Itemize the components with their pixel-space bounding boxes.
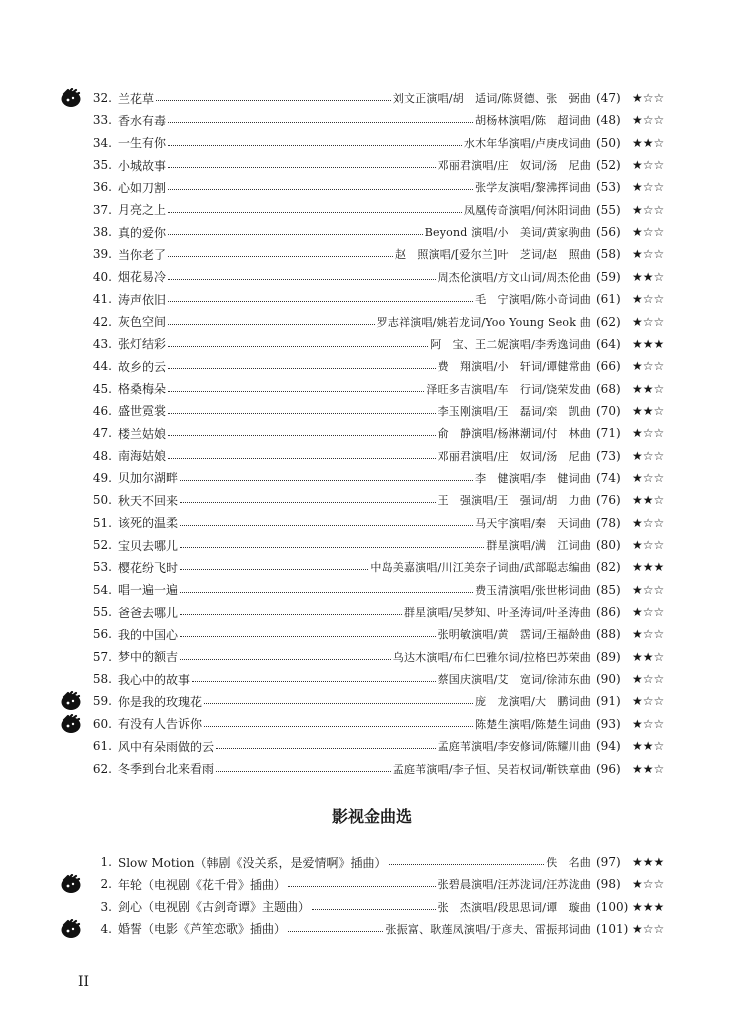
entry-page: (93) — [596, 716, 621, 731]
dot-leader — [168, 412, 436, 414]
toc-entry — [86, 154, 674, 176]
dot-leader — [168, 367, 436, 369]
entry-title: 香水有毒 — [118, 113, 167, 128]
toc-entry — [86, 713, 674, 735]
entry-number: 53. — [92, 560, 112, 575]
toc-entry — [86, 288, 674, 310]
toc-entry — [86, 243, 674, 265]
difficulty-stars: ★☆☆ — [632, 91, 665, 105]
entry-number: 33. — [92, 113, 112, 128]
difficulty-stars: ★★☆ — [632, 739, 665, 754]
entry-number: 54. — [92, 582, 112, 597]
entry-page: (97) — [596, 855, 621, 869]
entry-page: (91) — [596, 694, 621, 709]
entry-title: 冬季到台北来看雨 — [118, 762, 215, 776]
dot-leader — [168, 121, 473, 123]
entry-title: 烟花易冷 — [118, 270, 167, 285]
entry-page: (50) — [596, 135, 621, 150]
entry-page: (47) — [596, 91, 621, 105]
toc-entry — [86, 556, 674, 578]
entry-number: 61. — [92, 739, 112, 754]
recommended-hand-icon — [60, 874, 82, 894]
difficulty-stars: ★☆☆ — [632, 314, 665, 329]
entry-page: (94) — [596, 739, 621, 754]
entry-page: (74) — [596, 470, 621, 485]
difficulty-stars: ★★★ — [632, 899, 665, 914]
entry-page: (98) — [596, 877, 621, 892]
entry-credits: 俞 静演唱/杨淋潮词/付 林曲 — [437, 427, 591, 441]
entry-page: (90) — [596, 672, 621, 687]
entry-credits: 庞 龙演唱/大 鹏词曲 — [475, 695, 591, 709]
entry-title: 爸爸去哪儿 — [118, 605, 179, 620]
difficulty-stars: ★☆☆ — [632, 672, 665, 687]
difficulty-stars: ★☆☆ — [632, 113, 665, 128]
entry-page: (82) — [596, 560, 621, 575]
entry-number: 56. — [92, 627, 112, 642]
entry-page: (48) — [596, 113, 621, 128]
entry-number: 59. — [92, 694, 112, 709]
entry-number: 47. — [92, 426, 112, 441]
dot-leader — [389, 863, 545, 865]
toc-entry — [86, 355, 674, 377]
entry-page: (56) — [596, 225, 621, 240]
entry-page: (64) — [596, 336, 621, 351]
entry-credits: 群星演唱/吴梦知、叶圣涛词/叶圣涛曲 — [403, 606, 591, 620]
entry-credits: 孟庭苇演唱/李子恒、吴若权词/靳铁章曲 — [392, 762, 591, 776]
entry-credits: 毛 宁演唱/陈小奇词曲 — [475, 293, 591, 307]
dot-leader — [168, 188, 473, 190]
toc-entry — [86, 422, 674, 444]
toc-entry — [86, 873, 674, 895]
entry-number: 45. — [92, 381, 112, 396]
entry-page: (70) — [596, 403, 621, 418]
entry-title: 灰色空间 — [118, 315, 167, 329]
entry-credits: 水木年华演唱/卢庚戌词曲 — [463, 136, 591, 150]
entry-credits: 费玉清演唱/张世彬词曲 — [475, 583, 591, 597]
entry-title: 梦中的额吉 — [118, 650, 179, 665]
entry-title: 樱花纷飞时 — [118, 560, 179, 575]
difficulty-stars: ★☆☆ — [632, 582, 665, 597]
dot-leader — [204, 725, 473, 727]
toc-entry — [86, 400, 674, 422]
entry-credits: 群星演唱/满 江词曲 — [486, 539, 591, 552]
entry-credits: 乌达木演唱/布仁巴雅尔词/拉格巴苏荣曲 — [392, 650, 591, 664]
dot-leader — [168, 255, 393, 257]
toc-entry — [86, 512, 674, 534]
entry-credits: 张振富、耿莲凤演唱/于彦夫、雷振邦词曲 — [385, 922, 591, 936]
entry-credits: 马天宇演唱/秦 天词曲 — [475, 516, 591, 530]
entry-number: 2. — [100, 877, 112, 892]
difficulty-stars: ★★★ — [632, 855, 665, 869]
dot-leader — [168, 434, 436, 436]
toc-entry — [86, 896, 674, 918]
toc-entry — [86, 445, 674, 467]
entry-credits: 佚 名曲 — [546, 856, 591, 869]
entry-page: (62) — [596, 314, 621, 329]
entry-credits: 邓丽君演唱/庄 奴词/汤 尼曲 — [437, 159, 591, 173]
entry-page: (89) — [596, 649, 621, 664]
dot-leader — [312, 908, 436, 910]
entry-title: 楼兰姑娘 — [118, 426, 167, 441]
entry-page: (68) — [596, 381, 621, 396]
difficulty-stars: ★☆☆ — [632, 247, 665, 262]
entry-page: (96) — [596, 761, 621, 776]
dot-leader — [168, 345, 428, 347]
difficulty-stars: ★☆☆ — [632, 225, 665, 240]
difficulty-stars: ★☆☆ — [632, 426, 665, 441]
entry-credits: 赵 照演唱/[爱尔兰]叶 芝词/赵 照曲 — [395, 248, 591, 262]
toc-entry — [86, 918, 674, 940]
entry-page: (73) — [596, 448, 621, 463]
dot-leader — [156, 99, 391, 101]
dot-leader — [180, 479, 473, 481]
dot-leader — [288, 930, 383, 932]
dot-leader — [288, 885, 436, 887]
entry-credits: 李 健演唱/李 健词曲 — [475, 471, 591, 485]
entry-page: (85) — [596, 582, 621, 597]
toc-entry — [86, 579, 674, 601]
entry-page: (58) — [596, 247, 621, 262]
entry-title: 秋天不回来 — [118, 493, 179, 508]
entry-number: 38. — [92, 225, 112, 240]
difficulty-stars: ★☆☆ — [632, 627, 665, 642]
difficulty-stars: ★☆☆ — [632, 538, 665, 552]
entry-title: 贝加尔湖畔 — [118, 471, 179, 486]
dot-leader — [168, 233, 423, 235]
entry-number: 35. — [92, 158, 112, 173]
entry-credits: 罗志祥演唱/姚若龙词/Yoo Young Seok 曲 — [376, 315, 591, 329]
difficulty-stars: ★☆☆ — [632, 180, 665, 195]
toc-entry — [86, 668, 674, 690]
entry-credits: 陈楚生演唱/陈楚生词曲 — [475, 717, 591, 731]
entry-page: (80) — [596, 538, 621, 552]
difficulty-stars: ★★★ — [632, 336, 665, 351]
entry-number: 34. — [92, 135, 112, 150]
toc-entry — [86, 311, 674, 333]
entry-title: 小城故事 — [118, 158, 167, 173]
entry-title: Slow Motion（韩剧《没关系，是爱情啊》插曲） — [118, 855, 387, 870]
entry-number: 1. — [100, 855, 112, 869]
entry-number: 51. — [92, 515, 112, 530]
dot-leader — [192, 680, 436, 682]
entry-page: (88) — [596, 627, 621, 642]
entry-credits: Beyond 演唱/小 美词/黄家驹曲 — [424, 226, 591, 240]
dot-leader — [180, 546, 484, 548]
dot-leader — [180, 524, 473, 526]
entry-number: 62. — [92, 761, 112, 776]
difficulty-stars: ★☆☆ — [632, 292, 665, 307]
recommended-hand-icon — [60, 88, 82, 108]
entry-title: 一生有你 — [118, 136, 167, 151]
toc-entry — [86, 109, 674, 131]
entry-number: 60. — [92, 716, 112, 731]
entry-number: 36. — [92, 180, 112, 195]
entry-credits: 张 杰演唱/段思思词/谭 璇曲 — [437, 900, 591, 914]
toc-entry — [86, 623, 674, 645]
entry-credits: 凤凰传奇演唱/何沐阳词曲 — [463, 203, 591, 217]
entry-credits: 邓丽君演唱/庄 奴词/汤 尼曲 — [437, 449, 591, 463]
difficulty-stars: ★☆☆ — [632, 202, 665, 217]
recommended-hand-icon — [60, 714, 82, 734]
entry-credits: 周杰伦演唱/方文山词/周杰伦曲 — [437, 270, 591, 284]
difficulty-stars: ★★☆ — [632, 269, 665, 284]
difficulty-stars: ★★☆ — [632, 403, 665, 418]
entry-credits: 阿 宝、王二妮演唱/李秀逸词曲 — [430, 337, 591, 351]
entry-title: 唱一遍一遍 — [118, 583, 179, 598]
toc-entry — [86, 378, 674, 400]
difficulty-stars: ★★☆ — [632, 381, 665, 396]
difficulty-stars: ★★☆ — [632, 135, 665, 150]
entry-title: 风中有朵雨做的云 — [118, 739, 215, 754]
entry-credits: 张碧晨演唱/汪苏泷词/汪苏泷曲 — [437, 878, 591, 892]
entry-page: (78) — [596, 515, 621, 530]
dot-leader — [180, 568, 368, 570]
entry-number: 50. — [92, 493, 112, 508]
recommended-hand-icon — [60, 919, 82, 939]
toc-entry — [86, 467, 674, 489]
section-heading: 影视金曲选 — [331, 807, 412, 826]
entry-number: 32. — [92, 91, 112, 105]
toc-entry — [86, 534, 674, 556]
entry-number: 44. — [92, 359, 112, 374]
difficulty-stars: ★☆☆ — [632, 877, 665, 892]
entry-title: 婚誓（电影《芦笙恋歌》插曲） — [118, 922, 287, 937]
entry-number: 58. — [92, 672, 112, 687]
difficulty-stars: ★☆☆ — [632, 470, 665, 485]
entry-page: (61) — [596, 292, 621, 307]
toc-entry — [86, 851, 674, 873]
toc-entry — [86, 758, 674, 780]
entry-page: (86) — [596, 605, 621, 620]
entry-title: 涛声依旧 — [118, 292, 167, 307]
recommended-hand-icon — [60, 691, 82, 711]
dot-leader — [180, 658, 391, 660]
entry-title: 我心中的故事 — [118, 672, 191, 687]
entry-number: 46. — [92, 403, 112, 418]
dot-leader — [168, 211, 462, 213]
difficulty-stars: ★☆☆ — [632, 359, 665, 374]
entry-page: (53) — [596, 180, 621, 195]
entry-title: 当你老了 — [118, 247, 167, 262]
difficulty-stars: ★☆☆ — [632, 515, 665, 530]
entry-page: (52) — [596, 158, 621, 173]
toc-entry — [86, 221, 674, 243]
entry-number: 48. — [92, 448, 112, 463]
dot-leader — [168, 390, 424, 392]
entry-title: 南海姑娘 — [118, 449, 167, 464]
dot-leader — [180, 501, 436, 503]
entry-number: 40. — [92, 269, 112, 284]
entry-title: 年轮（电视剧《花千骨》插曲） — [118, 877, 287, 892]
entry-title: 月亮之上 — [118, 203, 167, 218]
toc-entry — [86, 333, 674, 355]
entry-title: 格桑梅朵 — [118, 382, 167, 397]
dot-leader — [168, 278, 436, 280]
difficulty-stars: ★☆☆ — [632, 694, 665, 709]
entry-title: 有没有人告诉你 — [118, 717, 203, 732]
entry-title: 我的中国心 — [118, 627, 179, 642]
entry-title: 剑心（电视剧《古剑奇谭》主题曲） — [118, 900, 311, 915]
entry-page: (101) — [596, 921, 629, 936]
page-number: II — [78, 974, 90, 990]
entry-page: (71) — [596, 426, 621, 441]
dot-leader — [180, 613, 402, 615]
entry-credits: 张学友演唱/黎沸挥词曲 — [475, 181, 591, 195]
difficulty-stars: ★☆☆ — [632, 921, 665, 936]
dot-leader — [168, 457, 436, 459]
entry-title: 该死的温柔 — [118, 516, 179, 531]
entry-credits: 孟庭苇演唱/李安修词/陈耀川曲 — [437, 740, 591, 754]
entry-credits: 泽旺多吉演唱/车 行词/饶荣发曲 — [426, 382, 591, 396]
difficulty-stars: ★☆☆ — [632, 716, 665, 731]
entry-number: 42. — [92, 314, 112, 329]
entry-page: (55) — [596, 202, 621, 217]
entry-number: 57. — [92, 649, 112, 664]
entry-title: 真的爱你 — [118, 225, 167, 240]
entry-number: 49. — [92, 470, 112, 485]
difficulty-stars: ★☆☆ — [632, 158, 665, 173]
dot-leader — [180, 635, 436, 637]
entry-credits: 李玉刚演唱/王 磊词/栾 凯曲 — [437, 404, 591, 418]
difficulty-stars: ★☆☆ — [632, 605, 665, 620]
dot-leader — [216, 770, 391, 772]
entry-number: 41. — [92, 292, 112, 307]
entry-credits: 张明敏演唱/黄 霑词/王福龄曲 — [437, 628, 591, 642]
entry-number: 55. — [92, 605, 112, 620]
entry-credits: 中岛美嘉演唱/川江美奈子词曲/武部聪志编曲 — [370, 561, 591, 575]
entry-title: 宝贝去哪儿 — [118, 538, 179, 553]
entry-credits: 蔡国庆演唱/艾 宽词/徐沛东曲 — [437, 673, 591, 687]
dot-leader — [180, 591, 473, 593]
toc-entry — [86, 199, 674, 221]
dot-leader — [204, 702, 473, 704]
difficulty-stars: ★★☆ — [632, 649, 665, 664]
entry-credits: 费 翔演唱/小 轩词/谭健常曲 — [437, 360, 591, 374]
toc-entry — [86, 735, 674, 757]
toc-entry — [86, 132, 674, 154]
entry-credits: 王 强演唱/王 强词/胡 力曲 — [437, 494, 591, 508]
entry-number: 52. — [92, 538, 112, 552]
toc-entry — [86, 690, 674, 712]
toc-entry — [86, 646, 674, 668]
entry-page: (66) — [596, 359, 621, 374]
entry-number: 39. — [92, 247, 112, 262]
toc-entry — [86, 601, 674, 623]
entry-page: (59) — [596, 269, 621, 284]
entry-number: 4. — [100, 921, 112, 936]
dot-leader — [216, 747, 436, 749]
entry-title: 盛世霓裳 — [118, 404, 167, 419]
entry-credits: 胡杨林演唱/陈 超词曲 — [475, 114, 591, 128]
difficulty-stars: ★☆☆ — [632, 448, 665, 463]
difficulty-stars: ★★☆ — [632, 493, 665, 508]
toc-entry — [86, 266, 674, 288]
dot-leader — [168, 166, 436, 168]
entry-title: 你是我的玫瑰花 — [118, 694, 203, 709]
entry-number: 3. — [100, 899, 112, 914]
toc-entry — [86, 87, 674, 109]
entry-title: 张灯结彩 — [118, 337, 167, 352]
entry-number: 37. — [92, 202, 112, 217]
entry-page: (76) — [596, 493, 621, 508]
toc-entry — [86, 489, 674, 511]
entry-title: 故乡的云 — [118, 359, 167, 374]
entry-credits: 刘文正演唱/胡 适词/陈贤德、张 弼曲 — [392, 92, 591, 105]
difficulty-stars: ★★☆ — [632, 761, 665, 776]
entry-title: 兰花草 — [118, 91, 155, 106]
toc-entry — [86, 176, 674, 198]
dot-leader — [168, 144, 462, 146]
entry-number: 43. — [92, 336, 112, 351]
entry-page: (100) — [596, 899, 629, 914]
entry-title: 心如刀割 — [118, 180, 167, 195]
dot-leader — [168, 300, 473, 302]
dot-leader — [168, 323, 375, 325]
difficulty-stars: ★★★ — [632, 560, 665, 575]
